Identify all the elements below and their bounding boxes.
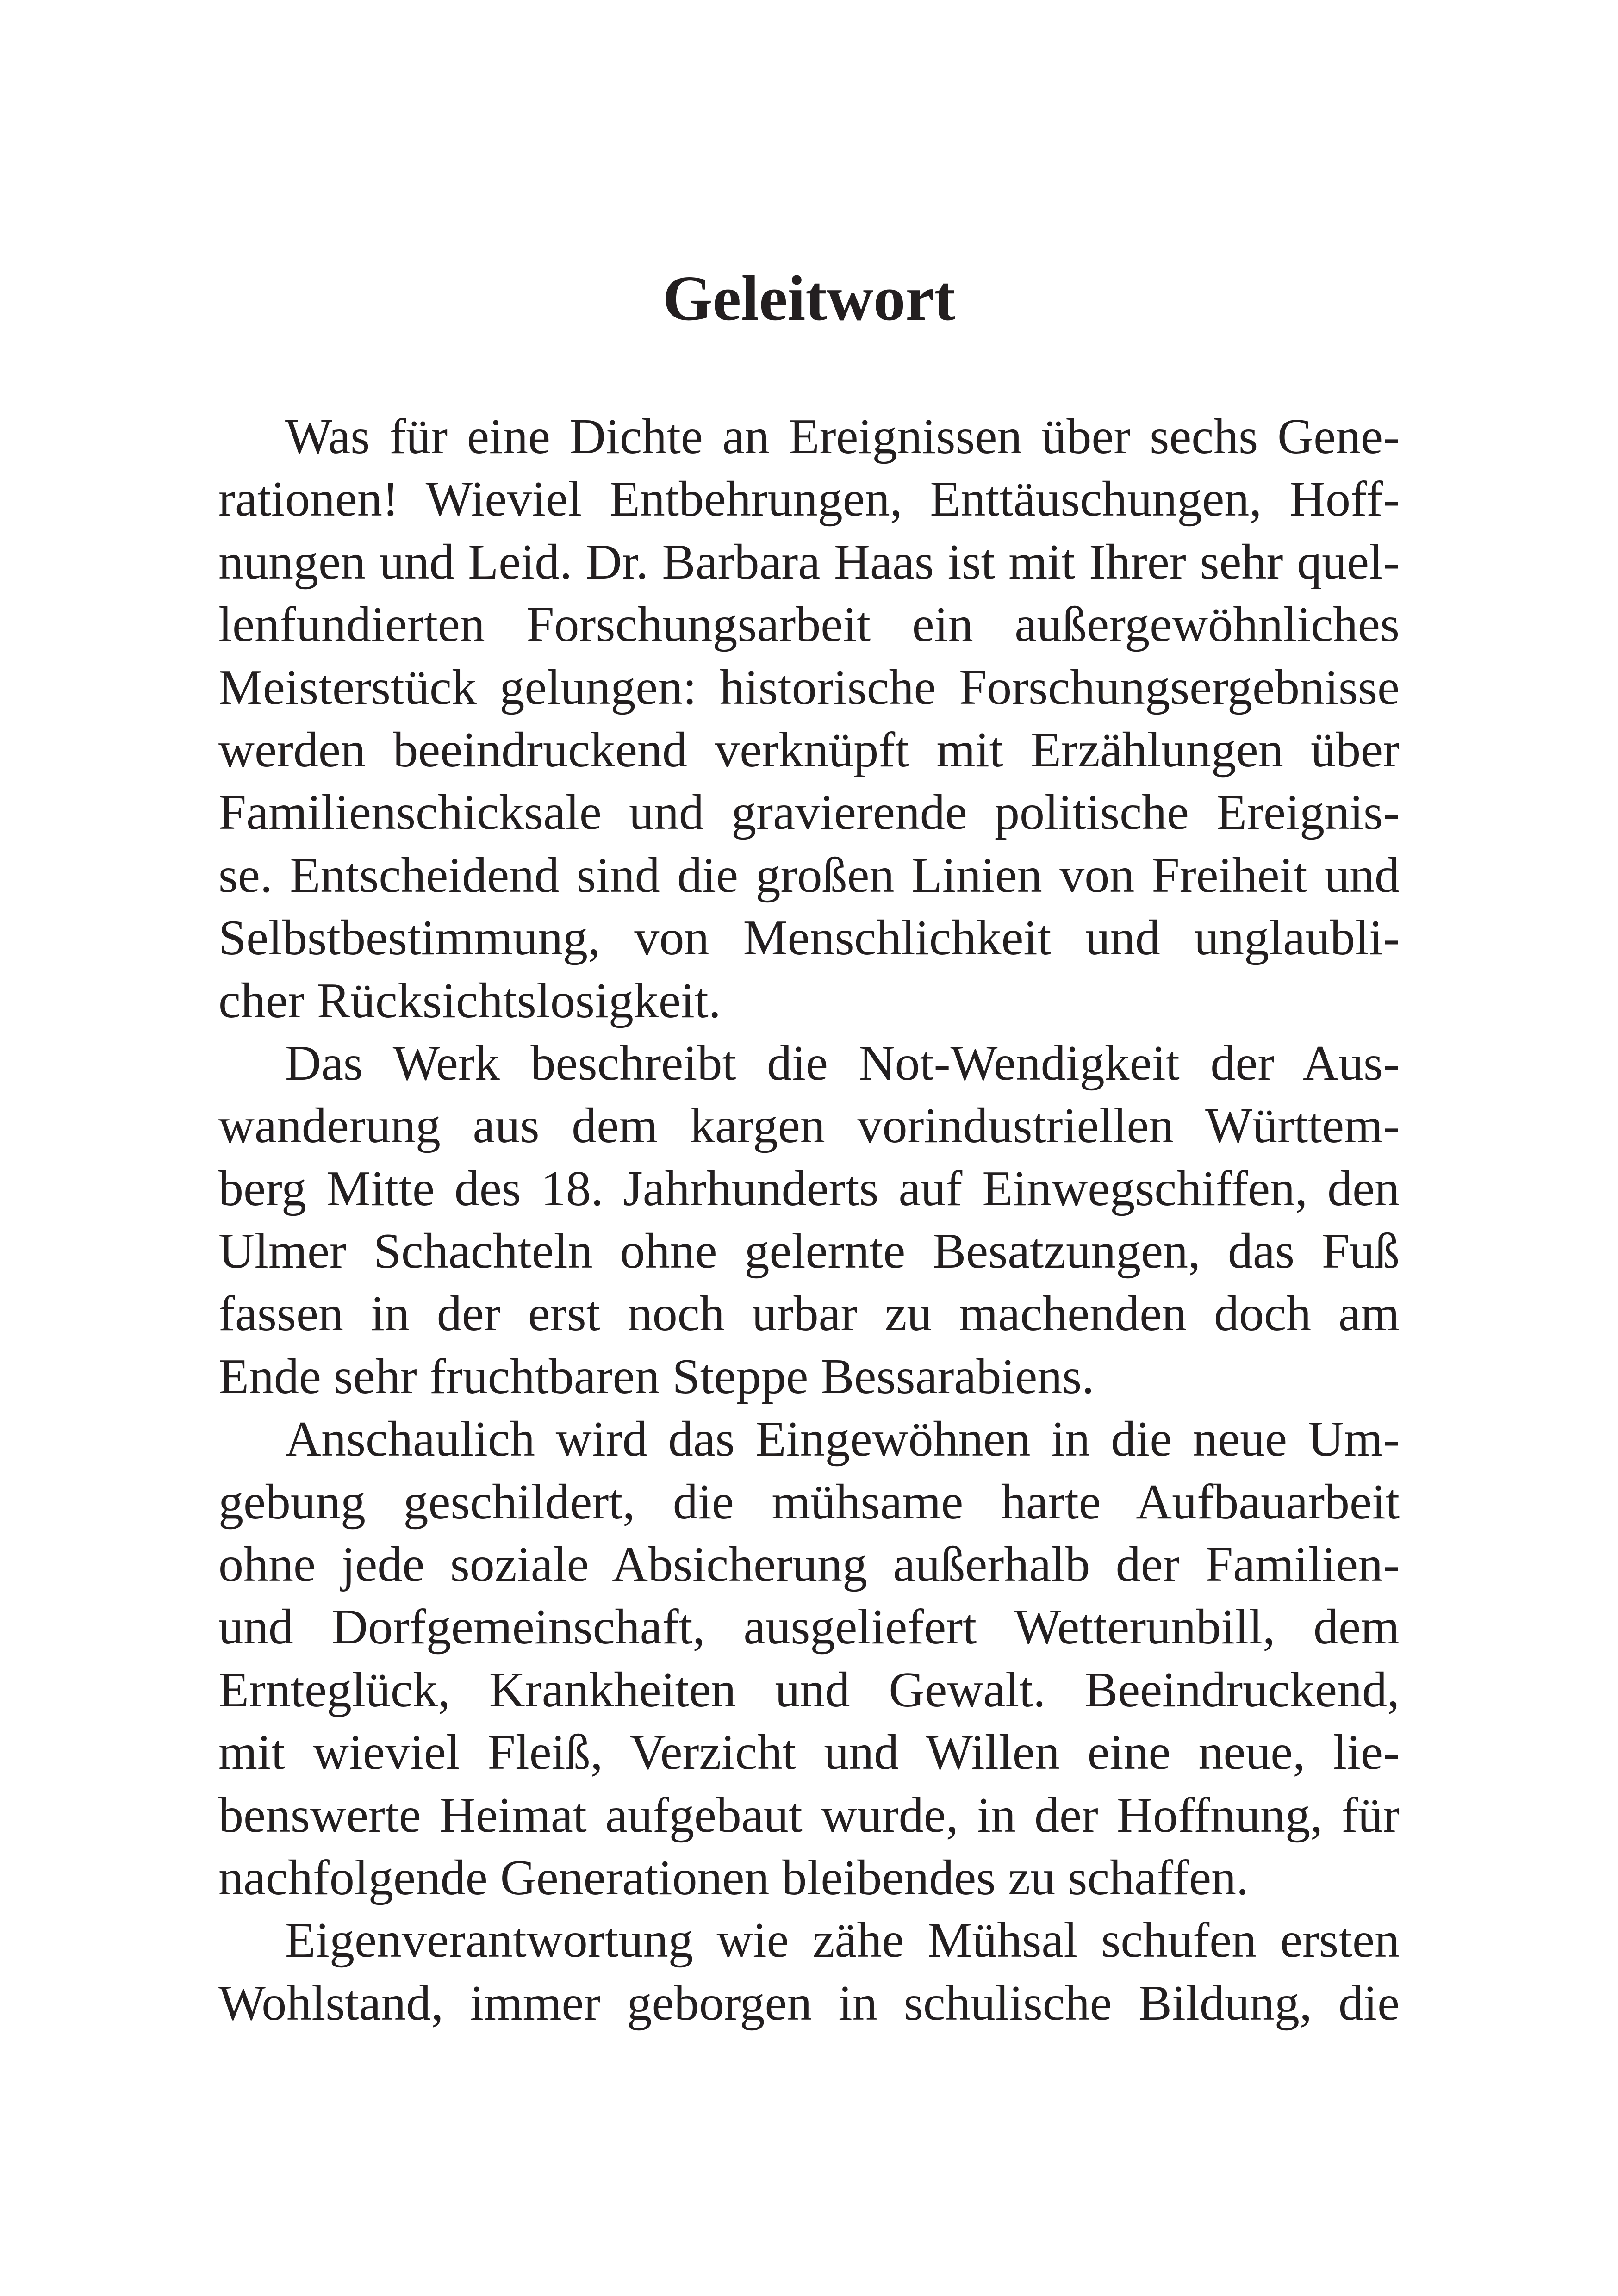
text-line: gebung geschildert, die mühsame harte Aufbauarbeit bbox=[218, 1474, 1400, 1530]
text-line: se. Entscheidend sind die großen Linien von Freiheit und bbox=[218, 847, 1400, 903]
text-line: cher Rücksichtslosigkeit. bbox=[218, 973, 721, 1028]
text-line: fassen in der erst noch urbar zu machenden doch am bbox=[218, 1286, 1400, 1342]
text-line: Ernteglück, Krankheiten und Gewalt. Beeindruckend, bbox=[218, 1662, 1400, 1717]
text-line: wanderung aus dem kargen vorindustriellen Württem- bbox=[218, 1098, 1400, 1154]
text-line: benswerte Heimat aufgebaut wurde, in der Hoffnung, für bbox=[218, 1787, 1400, 1843]
text-line: Familienschicksale und gravierende politische Ereignis- bbox=[218, 785, 1400, 840]
text-line: mit wieviel Fleiß, Verzicht und Willen eine neue, lie- bbox=[218, 1725, 1400, 1780]
text-line: Das Werk beschreibt die Not-Wendigkeit der Aus- bbox=[285, 1035, 1400, 1091]
text-line: berg Mitte des 18. Jahrhunderts auf Einwegschiffen, den bbox=[218, 1161, 1400, 1216]
text-line: lenfundierten Forschungsarbeit ein außergewöhnliches bbox=[218, 597, 1400, 653]
text-line: Eigenverantwortung wie zähe Mühsal schufen ersten bbox=[285, 1913, 1400, 1968]
text-line: nachfolgende Generationen bleibendes zu schaffen. bbox=[218, 1850, 1249, 1905]
body-text bbox=[218, 405, 1400, 2035]
text-line: werden beeindruckend verknüpft mit Erzählungen über bbox=[218, 722, 1400, 778]
text-line: ohne jede soziale Absicherung außerhalb der Familien- bbox=[218, 1537, 1400, 1593]
text-line: Meisterstück gelungen: historische Forschungsergebnisse bbox=[218, 660, 1400, 715]
text-line: nungen und Leid. Dr. Barbara Haas ist mit Ihrer sehr quel- bbox=[218, 534, 1400, 590]
text-line: Selbstbestimmung, von Menschlichkeit und unglaubli- bbox=[218, 910, 1400, 966]
text-line: Anschaulich wird das Eingewöhnen in die neue Um- bbox=[285, 1412, 1400, 1467]
text-line: Ulmer Schachteln ohne gelernte Besatzungen, das Fuß bbox=[218, 1224, 1400, 1279]
page-title: Geleitwort bbox=[662, 263, 956, 334]
text-line: Ende sehr fruchtbaren Steppe Bessarabiens. bbox=[218, 1349, 1095, 1404]
text-line: rationen! Wieviel Entbehrungen, Enttäuschungen, Hoff- bbox=[218, 472, 1400, 527]
text-line: Wohlstand, immer geborgen in schulische Bildung, die bbox=[218, 1975, 1400, 2031]
text-line: und Dorfgemeinschaft, ausgeliefert Wetterunbill, dem bbox=[218, 1599, 1400, 1655]
text-line: Was für eine Dichte an Ereignissen über sechs Gene- bbox=[285, 409, 1400, 464]
